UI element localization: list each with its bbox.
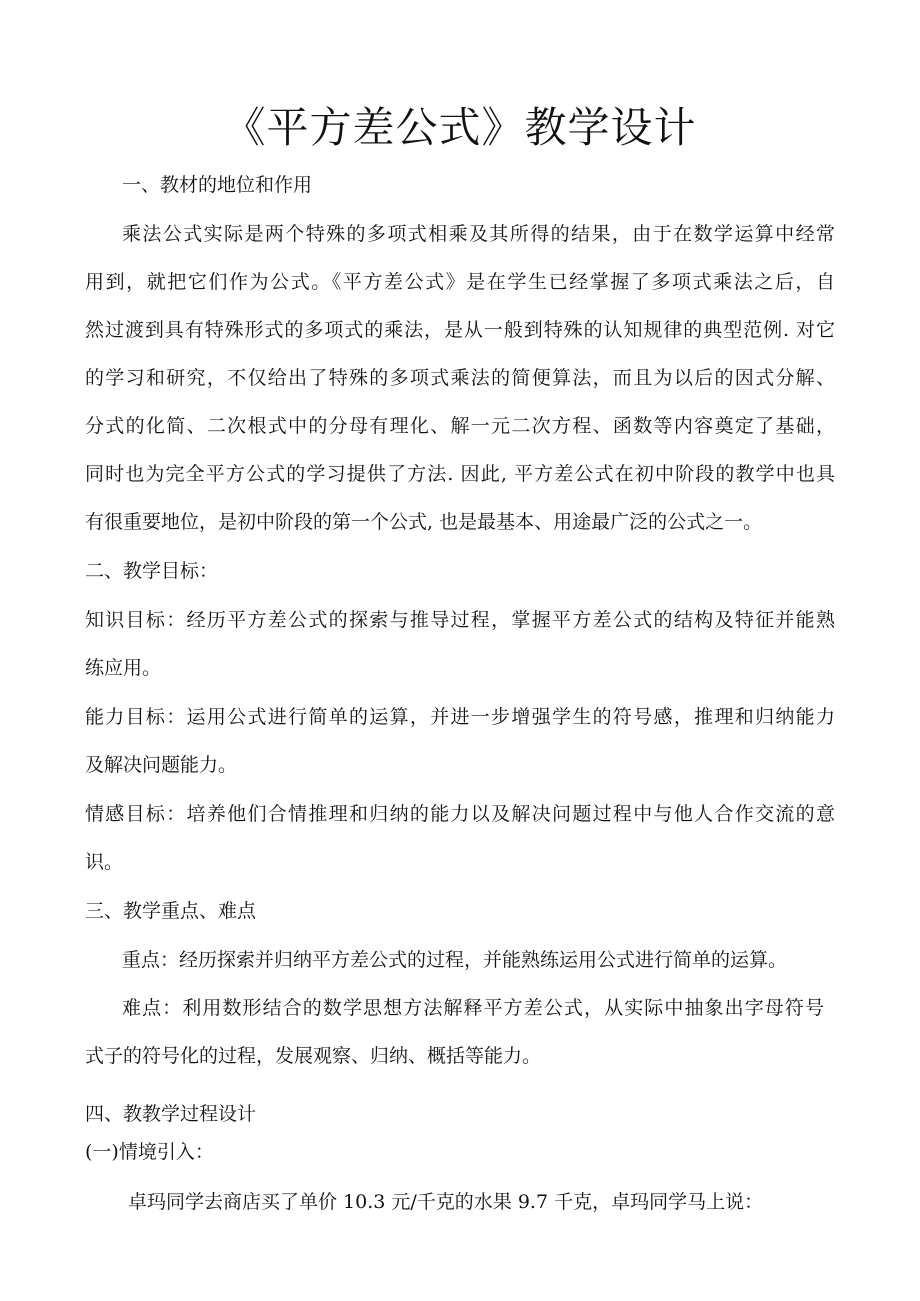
paragraph-line: 的学习和研究，不仅给出了特殊的多项式乘法的简便算法，而且为以后的因式分解、 (85, 367, 835, 389)
difficulty-line: 式子的符号化的过程，发展观察、归纳、概括等能力。 (85, 1045, 542, 1067)
paragraph-line: 然过渡到具有特殊形式的多项式的乘法，是从一般到特殊的认知规律的典型范例. 对它 (85, 319, 835, 341)
document-title: 《平方差公式》教学设计 (223, 103, 697, 152)
emotion-goal-line: 识。 (85, 851, 124, 873)
difficulty-line: 难点：利用数形结合的数学思想方法解释平方差公式，从实际中抽象出字母符号 (122, 997, 824, 1019)
section-heading-1: 一、教材的地位和作用 (122, 174, 313, 196)
key-point-line: 重点：经历探索并归纳平方差公式的过程，并能熟练运用公式进行简单的运算。 (122, 949, 788, 971)
paragraph-line: 用到，就把它们作为公式。《平方差公式》是在学生已经掌握了多项式乘法之后，自 (85, 271, 835, 293)
emotion-goal-line: 情感目标：培养他们合情推理和归纳的能力以及解决问题过程中与他人合作交流的意 (85, 803, 835, 825)
paragraph-line: 乘法公式实际是两个特殊的多项式相乘及其所得的结果，由于在数学运算中经常 (122, 223, 835, 245)
section-heading-3: 三、教学重点、难点 (85, 900, 257, 922)
section-heading-2: 二、教学目标： (85, 560, 219, 582)
paragraph-line: 分式的化简、二次根式中的分母有理化、解一元二次方程、函数等内容奠定了基础， (85, 415, 835, 437)
subsection-heading: (一)情境引入： (85, 1141, 214, 1163)
ability-goal-line: 能力目标：运用公式进行简单的运算，并进一步增强学生的符号感，推理和归纳能力 (85, 706, 835, 728)
section-heading-4: 四、教教学过程设计 (85, 1103, 257, 1125)
knowledge-goal-line: 知识目标：经历平方差公式的探索与推导过程，掌握平方差公式的结构及特征并能熟 (85, 609, 835, 631)
paragraph-line: 同时也为完全平方公式的学习提供了方法. 因此, 平方差公式在初中阶段的教学中也具 (85, 463, 835, 485)
scenario-line: 卓玛同学去商店买了单价 10.3 元/千克的水果 9.7 千克，卓玛同学马上说： (128, 1191, 764, 1213)
knowledge-goal-line: 练应用。 (85, 657, 162, 679)
ability-goal-line: 及解决问题能力。 (85, 754, 238, 776)
paragraph-line: 有很重要地位，是初中阶段的第一个公式, 也是最基本、用途最广泛的公式之一。 (85, 511, 763, 533)
